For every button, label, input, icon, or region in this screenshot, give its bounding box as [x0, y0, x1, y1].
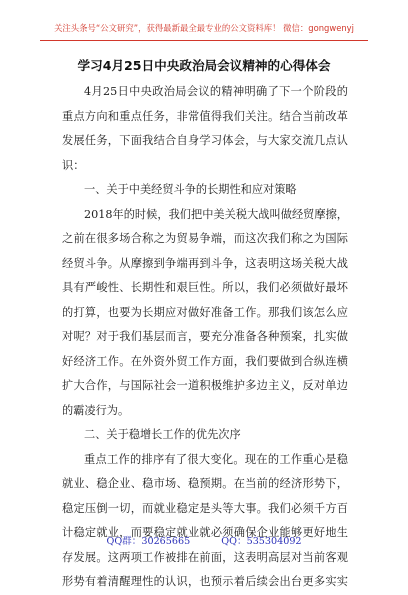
- document-line: 重点方向和重点任务，非常值得我们关注。结合当前改革: [62, 109, 348, 123]
- footer-qq-group: QQ群：30265665: [106, 536, 191, 547]
- document-line: 经贸斗争。从摩擦到争端再到斗争，这表明这场关税大战: [62, 256, 348, 270]
- document-body: [62, 80, 348, 595]
- document-line: 重点工作的排序有了很大变化。现在的工作重心是稳: [84, 452, 348, 466]
- document-line: 一、关于中美经贸斗争的长期性和应对策略: [84, 183, 297, 196]
- document-title: 学习4月25日中央政治局会议精神的心得体会: [77, 58, 331, 73]
- document-line: 存发展。这两项工作被排在前面，这表明高层对当前客观: [62, 550, 348, 564]
- header-promo-note: 关注头条号“公文研究”，获得最新最全最专业的公文资料库！ 微信：gongwenyj: [54, 23, 354, 33]
- document-line: 的打算，也要为长期应对做好准备工作。那我们该怎么应: [62, 305, 348, 319]
- footer-qq-number: QQ：535304092: [221, 536, 302, 547]
- document-line: 对呢？对于我们基层而言，要充分准备各种预案，扎实做: [62, 330, 348, 343]
- document-line: 之前在很多场合称之为贸易争端，而这次我们称之为国际: [62, 232, 348, 245]
- document-line: 2018年的时候，我们把中美关税大战叫做经贸摩擦，: [84, 207, 348, 221]
- header-divider: [40, 40, 368, 41]
- document-line: 4月25日中央政治局会议的精神明确了下一个阶段的: [84, 85, 348, 98]
- document-line: 形势有着清醒理性的认识，也预示着后续会出台更多实实: [62, 575, 348, 588]
- document-line: 就业、稳企业、稳市场、稳预期。在当前的经济形势下，: [62, 477, 348, 490]
- document-line: 具有严峻性、长期性和艰巨性。所以，我们必须做好最坏: [62, 281, 348, 294]
- document-line: 发展任务，下面我结合自身学习体会，与大家交流几点认: [62, 134, 348, 147]
- document-line: 好经济工作。在外资外贸工作方面，我们要做到合纵连横: [62, 354, 348, 368]
- document-line: 稳定压倒一切，而就业稳定是头等大事。我们必须千方百: [62, 501, 348, 515]
- document-line: 的霸凌行为。: [62, 403, 130, 417]
- document-line: 计稳定就业，而要稳定就业就必须确保企业能够更好地生: [62, 526, 348, 539]
- document-line: 二、关于稳增长工作的优先次序: [84, 428, 241, 441]
- footer-contact: [0, 533, 408, 547]
- document-line: 识：: [62, 158, 85, 172]
- document-line: 扩大合作，与国际社会一道积极维护多边主义，反对单边: [62, 379, 348, 392]
